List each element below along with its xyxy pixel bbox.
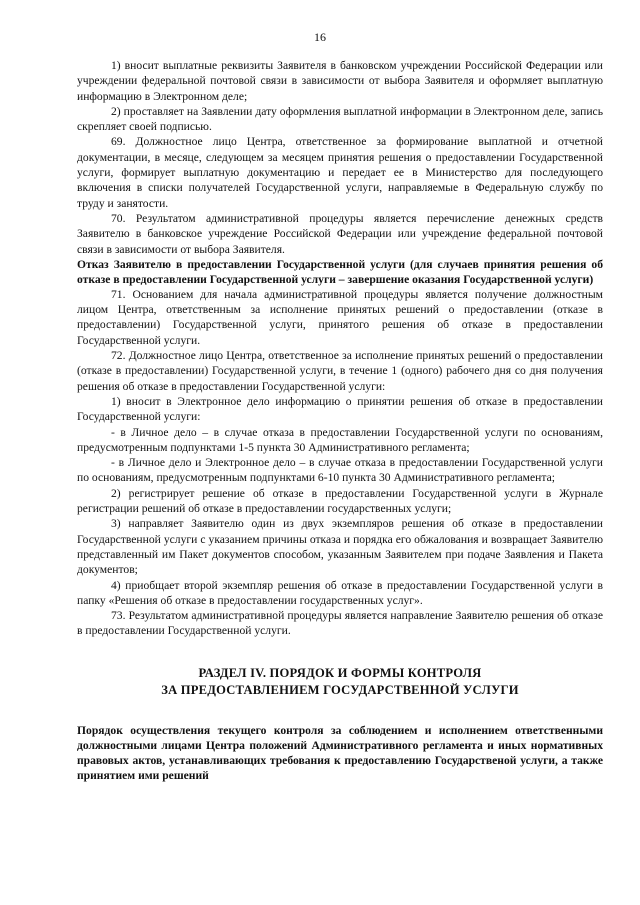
section-heading-line: РАЗДЕЛ IV. ПОРЯДОК И ФОРМЫ КОНТРОЛЯ: [198, 665, 482, 680]
paragraph: 70. Результатом административной процедуры является перечисление денежных средств Заявителю в банковское учреждение Российской Федерации или учреждение федеральной почтовой связи в зависимости от выбора Заявителя.: [77, 211, 603, 256]
document-body: [77, 58, 603, 783]
page-number: 16: [314, 30, 326, 44]
paragraph: 1) вносит в Электронное дело информацию о принятии решения об отказе в предоставлении Государственной услуги:: [77, 394, 603, 424]
paragraph-group-refusal: [77, 287, 603, 639]
paragraph: 73. Результатом административной процедуры является направление Заявителю решения об отказе в предоставлении Государственной услуги.: [77, 609, 603, 638]
paragraph: 72. Должностное лицо Центра, ответственное за исполнение принятых решений о предоставлении (отказе в предоставлении) Государственной услуги, в течение 1 (одного) рабочего дня со дня получения решения об отказе в предоставлении Государственной услуги:: [77, 349, 603, 393]
paragraph: 3) направляет Заявителю один из двух экземпляров решения об отказе в предоставлении Государственной услуги с указанием причины отказа и порядка его обжалования и возвращает Заявителю представленный им Пакет документов способом, указанным Заявителем при подаче Заявления и Пакета документов;: [77, 517, 603, 577]
paragraph: 2) проставляет на Заявлении дату оформления выплатной информации в Электронном деле, запись скрепляет своей подписью.: [77, 104, 603, 134]
section-heading: [77, 665, 603, 699]
refusal-heading: Отказ Заявителю в предоставлении Государственной услуги (для случаев принятия решения об отказе в предоставлении Государственной услуги – завершение оказания Государственной услуги): [77, 257, 603, 286]
paragraph: 71. Основанием для начала административной процедуры является получение должностным лицом Центра, ответственным за исполнение принятых решений о предоставлении (отказе в предоставлении) Государственной услуги, принятого решения об отказе в предоставлении Государственной услуги.: [77, 287, 603, 347]
paragraph: 1) вносит выплатные реквизиты Заявителя в банковском учреждении Российской Федерации или учреждении федеральной почтовой связи в зависимости от выбора Заявителя и оформляет выплатную информацию в Электронном деле;: [77, 59, 603, 103]
paragraph: - в Личное дело – в случае отказа в предоставлении Государственной услуги по основаниям, предусмотренным подпунктами 1-5 пункта 30 Административного регламента;: [77, 425, 603, 454]
section-heading-line: ЗА ПРЕДОСТАВЛЕНИЕМ ГОСУДАРСТВЕННОЙ УСЛУГИ: [161, 682, 519, 697]
paragraph: - в Личное дело и Электронное дело – в случае отказа в предоставлении Государственной услуги по основаниям, предусмотренным подпунктами 6-10 пункта 30 Административного регламента;: [77, 456, 603, 485]
paragraph: 2) регистрирует решение об отказе в предоставлении Государственной услуги в Журнале регистрации решений об отказе в предоставлении государственных услуги;: [77, 486, 603, 516]
paragraph: 4) приобщает второй экземпляр решения об отказе в предоставлении Государственной услуги в папку «Решения об отказе в предоставлении государственных услуг».: [77, 578, 603, 607]
paragraph: 69. Должностное лицо Центра, ответственное за формирование выплатной и отчетной документации, в месяце, следующем за месяцем принятия решения о предоставлении Государственной услуги, формирует выплатную документацию и передает ее в Министерство для последующего включения в списки получателей Государственной услуги, направляемые в Федеральную службу по труду и занятости.: [77, 135, 603, 210]
control-heading: Порядок осуществления текущего контроля за соблюдением и исполнением ответственными должностными лицами Центра положений Административного регламента и иных нормативных правовых актов, устанавливающих требования к предоставлению Государственой услуги, а также принятием ими решений: [77, 723, 603, 782]
paragraph-group-payment: [77, 58, 603, 257]
